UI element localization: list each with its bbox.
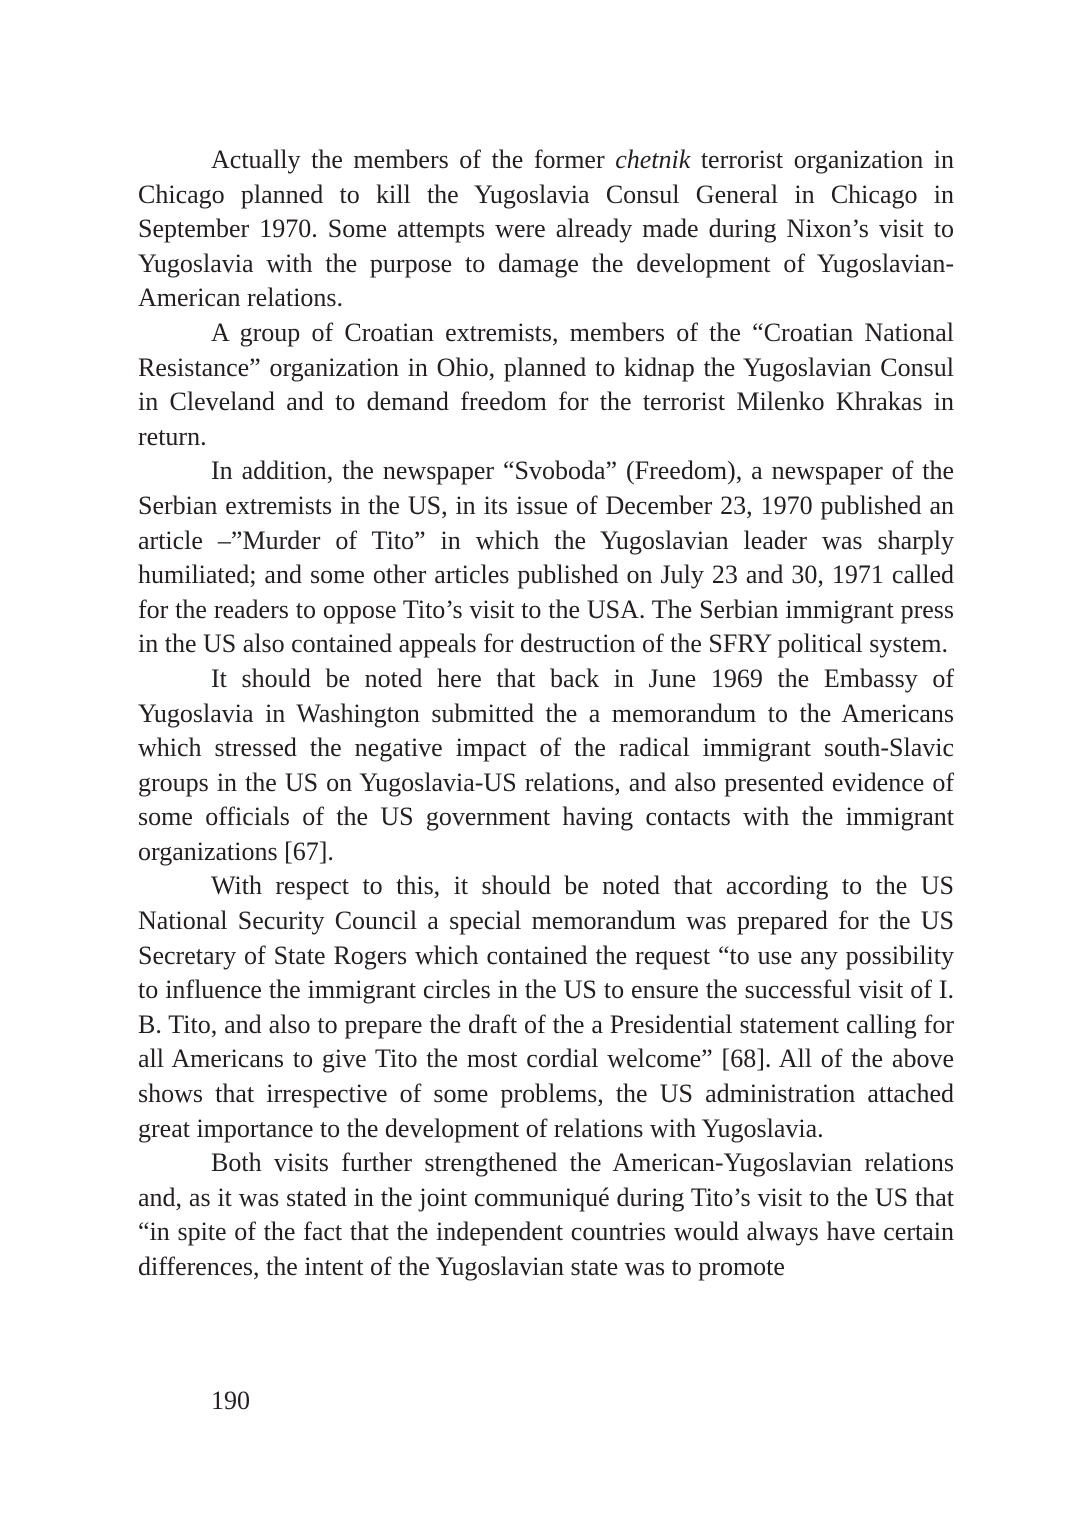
paragraph-5-text: With respect to this, it should be noted that according to the US National Security Council a special memorandum was prepared for the US Secretary of State Rogers which contained the request “to use any possibility to influence the immigrant circles in the US to ensure the successful visit of I. B. Tito, and also to prepare the draft of the a Presidential statement calling for all Americans to give Tito the most cordial welcome” [68]. All of the above shows that irrespective of some problems, the US administration attached great importance to the development of relations with Yugoslavia. (138, 871, 954, 1143)
paragraph-1-text-a: Actually the members of the former (211, 145, 616, 174)
paragraph-1-italic-term: chetnik (615, 145, 691, 174)
paragraph-3 (138, 454, 954, 662)
paragraph-1 (138, 143, 954, 316)
paragraph-3-text: In addition, the newspaper “Svoboda” (Freedom), a newspaper of the Serbian extremists in the US, in its issue of December 23, 1970 published an article –”Murder of Tito” in which the Yugoslavian leader was sharply humiliated; and some other articles published on July 23 and 30, 1971 called for the readers to oppose Tito’s visit to the USA. The Serbian immigrant press in the US also contained appeals for destruction of the SFRY political system. (138, 456, 954, 659)
paragraph-4-text: It should be noted here that back in June 1969 the Embassy of Yugoslavia in Washington submitted the a memorandum to the Americans which stressed the negative impact of the radical immigrant south-Slavic groups in the US on Yugoslavia-US relations, and also presented evidence of some officials of the US government having contacts with the immigrant organizations [67]. (138, 663, 954, 866)
paragraph-1-text-b: terrorist organization in Chicago planned to kill the Yugoslavia Consul General in Chicago in September 1970. Some attempts were already made during Nixon’s visit to Yugoslavia with the purpose to damage the development of Yugoslavian-American relations. (138, 145, 954, 313)
paragraph-2-text: A group of Croatian extremists, members of the “Croatian National Resistance” organization in Ohio, planned to kidnap the Yugoslavian Consul in Cleveland and to demand freedom for the terrorist Milenko Khrakas in return. (138, 317, 954, 451)
paragraph-6-text: Both visits further strengthened the American-Yugoslavian relations and, as it was stated in the joint communiqué during Tito’s visit to the US that “in spite of the fact that the independent countries would always have certain differences, the intent of the Yugoslavian state was to promote (138, 1148, 954, 1281)
body-text (138, 143, 954, 1285)
paragraph-2 (138, 316, 954, 454)
page-number: 190 (211, 1386, 250, 1415)
paragraph-4 (138, 662, 954, 870)
paragraph-6 (138, 1146, 954, 1284)
paragraph-5 (138, 869, 954, 1146)
